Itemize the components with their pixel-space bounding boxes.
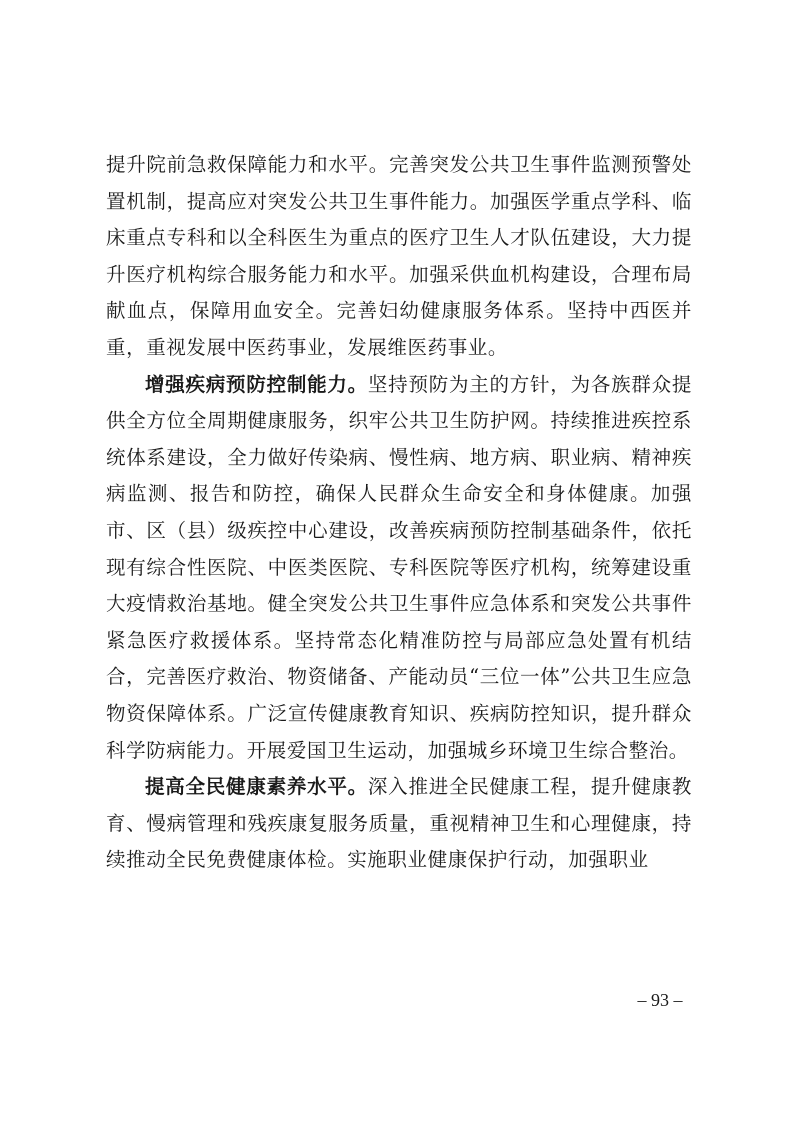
paragraph-3-heading: 提高全民健康素养水平。 <box>145 775 368 799</box>
paragraph-1 <box>106 147 692 367</box>
page-number: – 93 – <box>637 990 683 1010</box>
document-body <box>106 147 692 879</box>
paragraph-2 <box>106 367 692 770</box>
paragraph-3 <box>106 769 692 879</box>
paragraph-2-heading: 增强疾病预防控制能力。 <box>145 372 368 396</box>
paragraph-3-text: 深入推进全民健康工程，提升健康教育、慢病管理和残疾康复服务质量，重视精神卫生和心理健康，持续推动全民免费健康体检。实施职业健康保护行动，加强职业 <box>106 775 692 872</box>
paragraph-2-text: 坚持预防为主的方针，为各族群众提供全方位全周期健康服务，织牢公共卫生防护网。持续推进疾控系统体系建设，全力做好传染病、慢性病、地方病、职业病、精神疾病监测、报告和防控，确保人民群众生命安全和身体健康。加强市、区（县）级疾控中心建设，改善疾病预防控制基础条件，依托现有综合性医院、中医类医院、专科医院等医疗机构，统筹建设重大疫情救治基地。健全突发公共卫生事件应急体系和突发公共事件紧急医疗救援体系。坚持常态化精准防控与局部应急处置有机结合，完善医疗救治、物资储备、产能动员“三位一体”公共卫生应急物资保障体系。广泛宣传健康教育知识、疾病防控知识，提升群众科学防病能力。开展爱国卫生运动，加强城乡环境卫生综合整治。 <box>106 372 692 762</box>
paragraph-1-text: 提升院前急救保障能力和水平。完善突发公共卫生事件监测预警处置机制，提高应对突发公共卫生事件能力。加强医学重点学科、临床重点专科和以全科医生为重点的医疗卫生人才队伍建设，大力提升医疗机构综合服务能力和水平。加强采供血机构建设，合理布局献血点，保障用血安全。完善妇幼健康服务体系。坚持中西医并重，重视发展中医药事业，发展维医药事业。 <box>106 153 692 359</box>
